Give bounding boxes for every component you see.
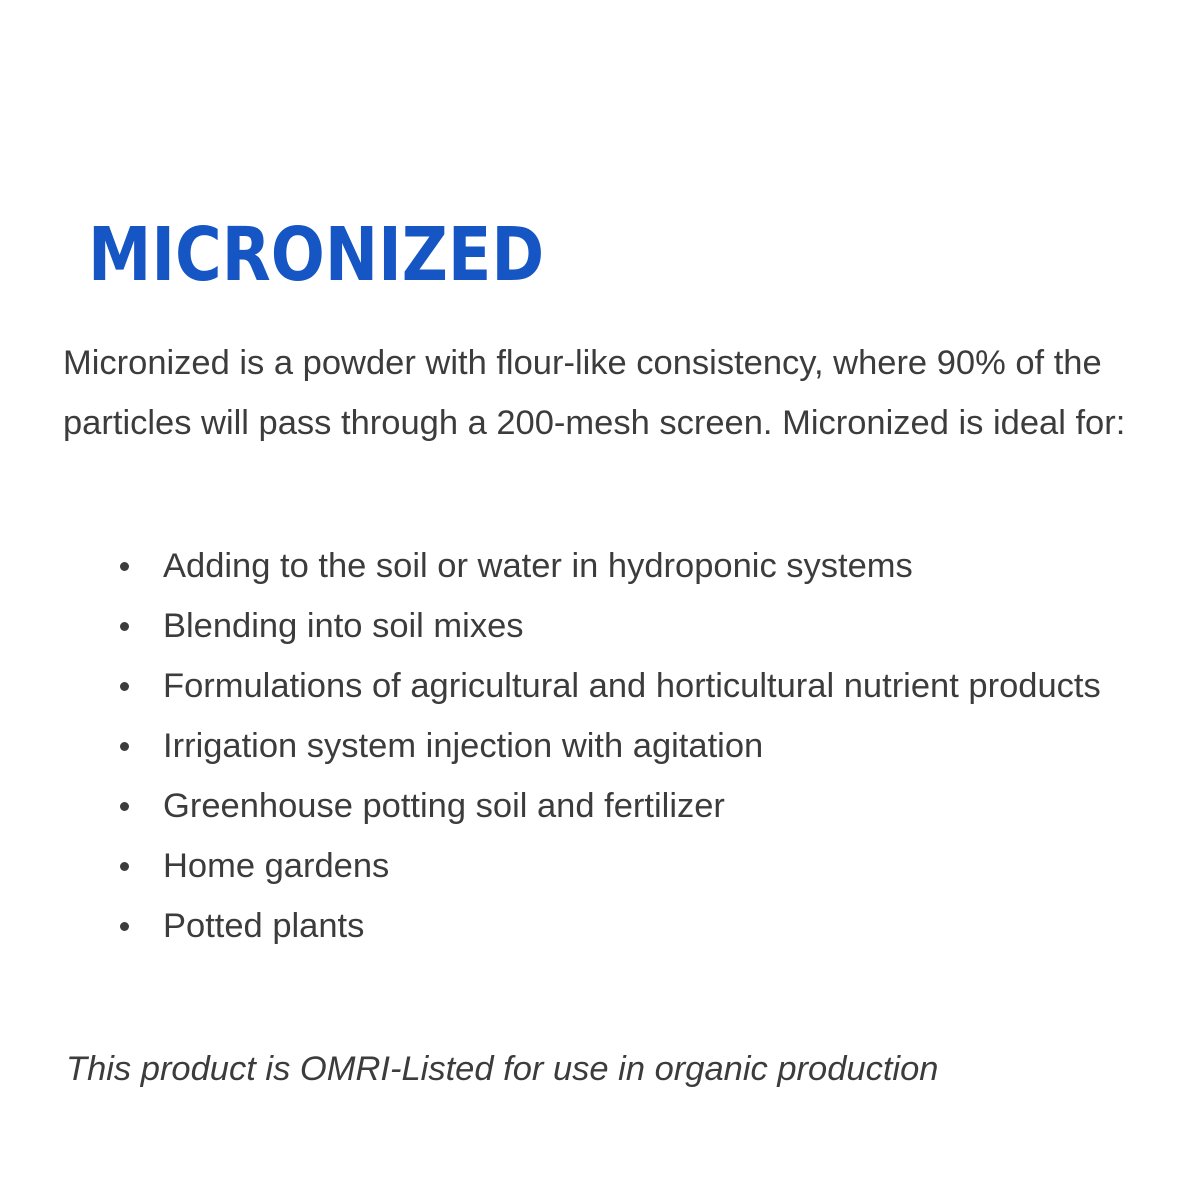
list-item — [163, 656, 1123, 716]
list-item-text: Formulations of agricultural and horticultural nutrient products — [163, 667, 1101, 705]
omri-note: This product is OMRI-Listed for use in organic production — [66, 1050, 939, 1088]
list-item-text: Irrigation system injection with agitation — [163, 727, 764, 765]
list-item-text: Home gardens — [163, 847, 390, 885]
bullet-icon — [120, 742, 129, 751]
product-heading: MICRONIZED — [88, 212, 545, 298]
list-item-text: Adding to the soil or water in hydroponic systems — [163, 547, 913, 585]
bullet-icon — [120, 682, 129, 691]
list-item — [163, 716, 1123, 776]
uses-list — [163, 536, 1123, 956]
list-item-text: Greenhouse potting soil and fertilizer — [163, 787, 725, 825]
list-item-text: Potted plants — [163, 907, 365, 945]
list-item — [163, 836, 1123, 896]
list-item-text: Blending into soil mixes — [163, 607, 524, 645]
list-item — [163, 536, 1123, 596]
bullet-icon — [120, 802, 129, 811]
list-item — [163, 596, 1123, 656]
bullet-icon — [120, 922, 129, 931]
intro-paragraph: Micronized is a powder with flour-like consistency, where 90% of the particles will pass through a 200-mesh screen. Micronized is ideal for: — [63, 344, 1126, 442]
bullet-icon — [120, 862, 129, 871]
list-item — [163, 896, 1123, 956]
bullet-icon — [120, 562, 129, 571]
list-item — [163, 776, 1123, 836]
bullet-icon — [120, 622, 129, 631]
